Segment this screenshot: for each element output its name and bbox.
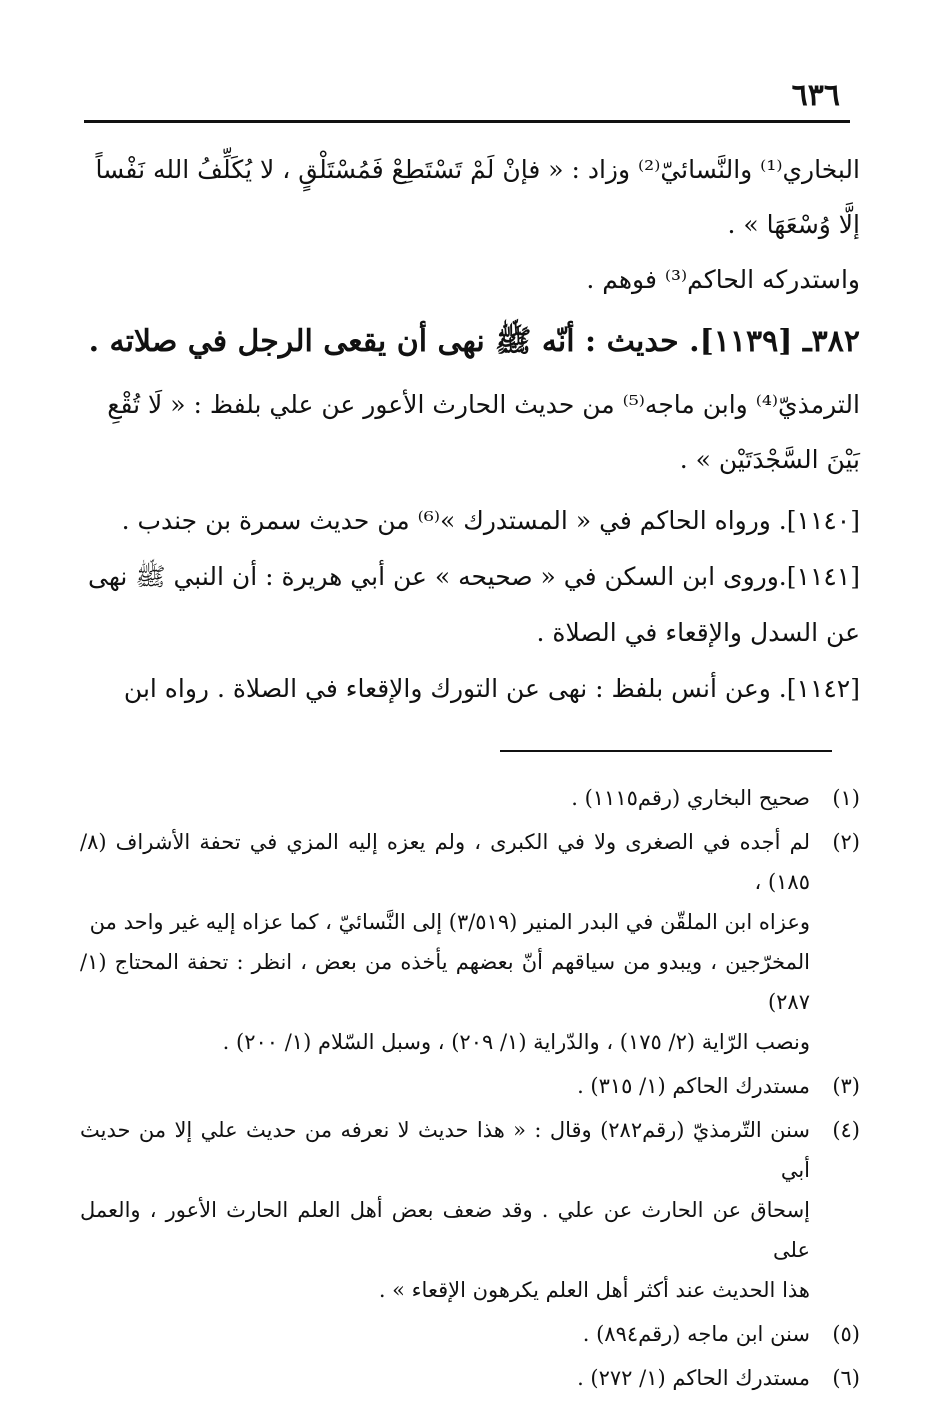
- text-line: [١١٤١].وروى ابن السكن في « صحيحه » عن أبي هريرة : أن النبي ﷺ نهى: [88, 562, 860, 591]
- footnote-number: (٥): [832, 1322, 860, 1346]
- footnote-text: [80, 1066, 810, 1106]
- paragraph-tirmidhi: [80, 377, 860, 487]
- footnote-3: [80, 1066, 860, 1106]
- text-line: عن السدل والإقعاء في الصلاة .: [536, 618, 860, 647]
- header-rule: [84, 120, 850, 123]
- footnote-6: [80, 1358, 860, 1398]
- text-line: سنن التّرمذيّ (رقم٢٨٢) وقال : « هذا حديث لا نعرفه من حديث علي إلا من حديث أبي: [80, 1118, 810, 1182]
- entry-1142: [80, 661, 860, 717]
- footnote-separator: [500, 750, 832, 752]
- footnote-4: [80, 1110, 860, 1310]
- footnotes: [80, 778, 860, 1402]
- hadith-heading: ٣٨٢ـ [١١٣٩]. حديث : أنّه ﷺ نهى أن يقعى الرجل في صلاته .: [88, 324, 860, 359]
- text-line: واستدركه الحاكم⁽³⁾ فوهم .: [586, 265, 860, 294]
- paragraph-hakim: [80, 252, 860, 307]
- footnote-5: [80, 1314, 860, 1354]
- text-line: هذا الحديث عند أكثر أهل العلم يكرهون الإقعاء » .: [378, 1278, 810, 1302]
- footnote-1: [80, 778, 860, 818]
- text-line: صحيح البخاري (رقم١١١٥) .: [571, 786, 810, 810]
- footnote-text: [80, 778, 810, 818]
- text-line: إسحاق عن الحارث عن علي . وقد ضعف بعض أهل العلم الحارث الأعور ، والعمل على: [80, 1198, 810, 1262]
- footnote-text: [80, 1358, 810, 1398]
- text-line: إلَّا وُسْعَهَا » .: [727, 210, 860, 239]
- text-line: البخاري⁽¹⁾ والنَّسائيّ⁽²⁾ وزاد : « فإنْ لَمْ تَسْتَطِعْ فَمُسْتَلْقٍ ، لا يُكَلِّفُ الله نَفْساً: [95, 155, 860, 184]
- text-line: ونصب الرّاية (٢/ ١٧٥) ، والدّراية (١/ ٢٠٩) ، وسبل السّلام (١/ ٢٠٠) .: [222, 1030, 810, 1054]
- text-line: وعزاه ابن الملقّن في البدر المنير (٣/٥١٩) إلى النَّسائيّ ، كما عزاه إليه غير واحد من: [89, 910, 810, 934]
- footnote-number: (٤): [832, 1118, 860, 1142]
- footnote-text: [80, 1314, 810, 1354]
- footnote-number: (٦): [832, 1366, 860, 1390]
- text-line: سنن ابن ماجه (رقم٨٩٤) .: [582, 1322, 810, 1346]
- page-number: ٦٣٦: [791, 78, 840, 113]
- footnote-number: (٢): [832, 830, 860, 854]
- footnote-number: (١): [832, 786, 860, 810]
- entry-1140: [80, 493, 860, 549]
- text-line: الترمذيّ⁽⁴⁾ وابن ماجه⁽⁵⁾ من حديث الحارث الأعور عن علي بلفظ : « لَا تُقْعِ: [107, 390, 860, 419]
- text-line: مستدرك الحاكم (١/ ٢٧٢) .: [577, 1366, 810, 1390]
- text-line: بَيْنَ السَّجْدَتَيْن » .: [679, 445, 860, 474]
- footnote-text: [80, 1110, 810, 1310]
- text-line: [١١٤٢]. وعن أنس بلفظ : نهى عن التورك والإقعاء في الصلاة . رواه ابن: [123, 674, 860, 703]
- main-text: [80, 142, 860, 717]
- text-line: مستدرك الحاكم (١/ ٣١٥) .: [577, 1074, 810, 1098]
- text-line: المخرّجين ، ويبدو من سياقهم أنّ بعضهم يأخذه من بعض ، انظر : تحفة المحتاج (١/ ٢٨٧): [80, 950, 810, 1014]
- footnote-text: [80, 822, 810, 1062]
- footnote-2: [80, 822, 860, 1062]
- text-line: [١١٤٠]. ورواه الحاكم في « المستدرك »⁽⁶⁾ من حديث سمرة بن جندب .: [121, 506, 860, 535]
- paragraph-bukhari: [80, 142, 860, 252]
- footnote-number: (٣): [832, 1074, 860, 1098]
- text-line: لم أجده في الصغرى ولا في الكبرى ، ولم يعزه إليه المزي في تحفة الأشراف (٨/ ١٨٥) ،: [80, 830, 810, 894]
- entry-1141: [80, 549, 860, 661]
